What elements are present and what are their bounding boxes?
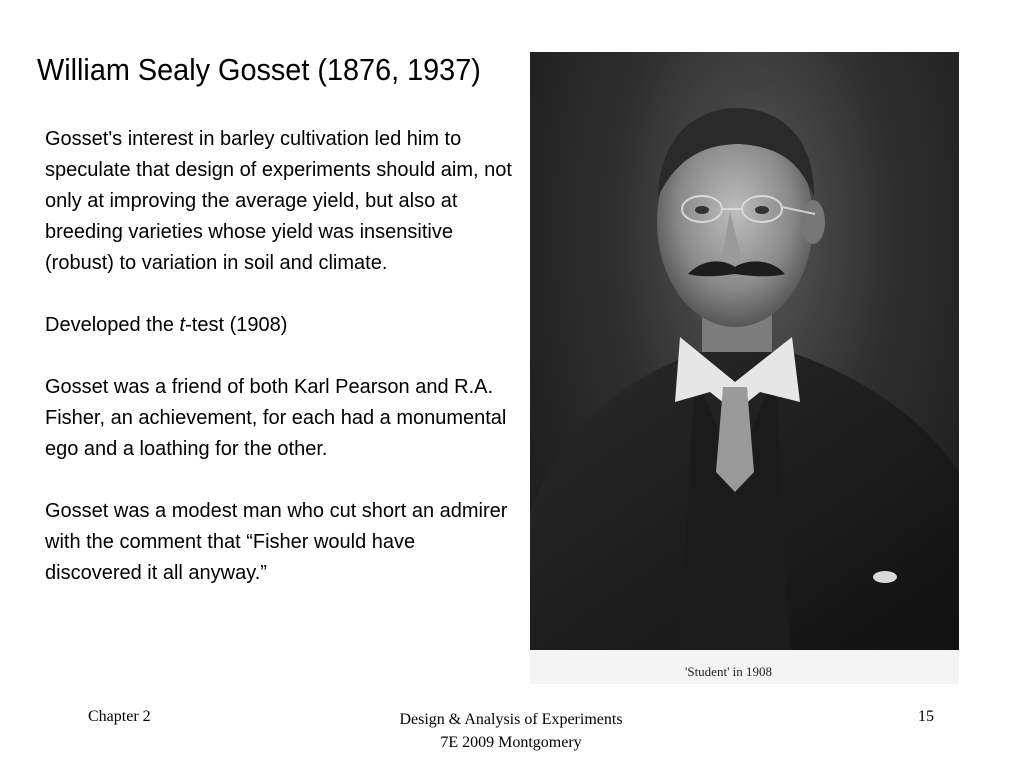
right-eye xyxy=(755,206,769,214)
footer-course xyxy=(352,708,670,754)
paragraph-barley: Gosset's interest in barley cultivation led him to speculate that design of experiments should aim, not only at improving the average yield, but also at breeding varieties whose yield was insensitive (robust) to variation in soil and climate. xyxy=(45,128,512,274)
ear-shape xyxy=(801,200,825,244)
paragraph-friendship: Gosset was a friend of both Karl Pearson and R.A. Fisher, an achievement, for each had a monumental ego and a loathing for the other. xyxy=(45,376,507,460)
paragraph-modesty: Gosset was a modest man who cut short an admirer with the comment that “Fisher would have discovered it all anyway.” xyxy=(45,500,508,584)
footer-course-line1: Design & Analysis of Experiments xyxy=(399,711,623,728)
footer-course-line2: 7E 2009 Montgomery xyxy=(440,734,582,751)
photo-caption: 'Student' in 1908 xyxy=(685,664,773,679)
t-italic: t xyxy=(179,314,186,336)
t-test-prefix: Developed the xyxy=(45,314,180,336)
slide-body xyxy=(45,124,515,589)
paragraph-t-test xyxy=(45,310,515,341)
portrait-photo xyxy=(530,52,959,650)
slide-title: William Sealy Gosset (1876, 1937) xyxy=(37,52,481,87)
portrait-illustration xyxy=(530,52,959,650)
footer-chapter: Chapter 2 xyxy=(88,708,151,725)
footer-page-number: 15 xyxy=(918,708,934,725)
left-eye xyxy=(695,206,709,214)
pocket-highlight xyxy=(873,571,897,583)
t-test-suffix: -test (1908) xyxy=(185,314,288,336)
